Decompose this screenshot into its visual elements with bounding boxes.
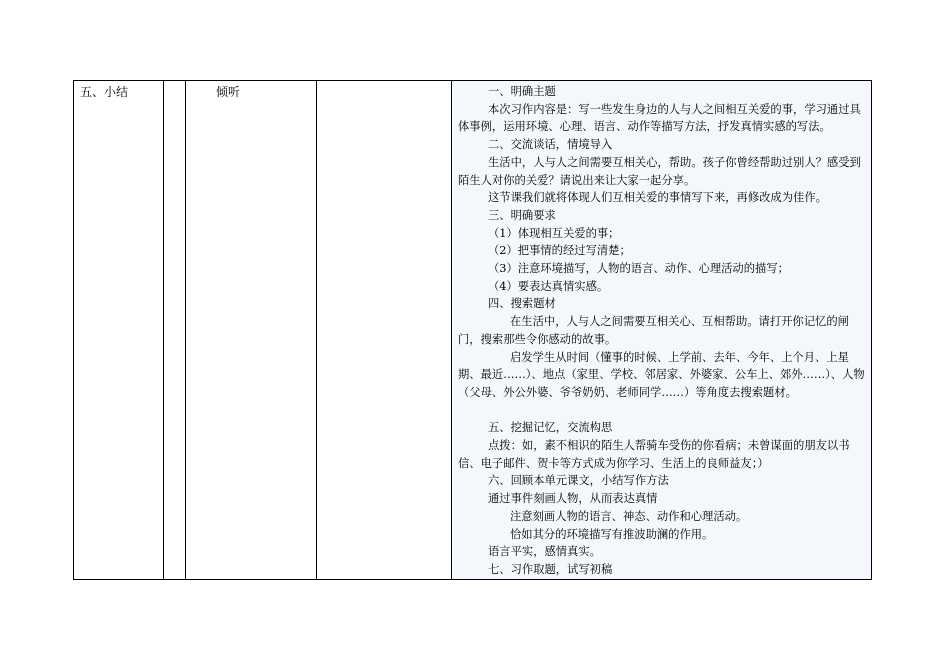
heading-requirements: 三、明确要求 bbox=[488, 208, 556, 222]
paragraph: 点拨：如，素不相识的陌生人帮骑车受伤的你看病；未曾谋面的朋友以书信、电子邮件、贺卡等方式成为你学习、生活上的良师益友；） bbox=[458, 439, 850, 470]
heading-review-texts: 六、回顾本单元课文，小结写作方法 bbox=[488, 474, 669, 488]
paragraph: 这节课我们就将体现人们互相关爱的事情写下来，再修改成为佳作。 bbox=[488, 191, 827, 205]
empty-cell bbox=[164, 81, 186, 580]
paragraph: 本次习作内容是：写一些发生身边的人与人之间相互关爱的事，学习通过具体事例，运用环境、心理、语言、动作等描写方法，抒发真情实感的写法。 bbox=[458, 102, 861, 134]
paragraph: 在生活中，人与人之间需要互相关心、互相帮助。请打开你记忆的闸门，搜索那些令你感动的故事。 bbox=[458, 315, 849, 346]
paragraph: 语言平实，感情真实。 bbox=[488, 545, 601, 559]
list-item: （2）把事情的经过写清楚； bbox=[488, 244, 631, 258]
paragraph: 恰如其分的环境描写有推波助澜的作用。 bbox=[510, 527, 714, 541]
heading-discussion: 二、交流谈话，情境导入 bbox=[488, 138, 613, 152]
section-label: 五、小结 bbox=[80, 85, 129, 99]
content-text bbox=[452, 81, 871, 579]
paragraph: 注意刻画人物的语言、神态、动作和心理活动。 bbox=[510, 509, 748, 523]
lesson-plan-table bbox=[73, 80, 872, 580]
paragraph: 通过事件刻画人物，从而表达真情 bbox=[488, 492, 658, 506]
section-cell bbox=[74, 81, 164, 580]
heading-draft: 七、习作取题，试写初稿 bbox=[488, 562, 613, 576]
col4-text bbox=[317, 81, 451, 84]
heading-clarify-theme: 一、明确主题 bbox=[488, 85, 556, 98]
col2-text bbox=[164, 81, 185, 84]
list-item: （3）注意环境描写，人物的语言、动作、心理活动的描写； bbox=[488, 262, 789, 276]
content-cell bbox=[452, 81, 872, 580]
heading-dig-memory: 五、挖掘记忆，交流构思 bbox=[488, 421, 613, 435]
heading-search-material: 四、搜索题材 bbox=[488, 297, 556, 311]
paragraph: 启发学生从时间（懂事的时候、上学前、去年、今年、上个月、上星期、最近……）、地点（家里、学校、邻居家、外婆家、公车上、郊外……）、人物（父母、外公外婆、爷爷奶奶、老师同学……）等角度去搜索题材。 bbox=[458, 350, 865, 399]
list-item: （1）体现相互关爱的事； bbox=[488, 226, 620, 240]
empty-cell bbox=[317, 81, 452, 580]
paragraph: 生活中，人与人之间需要互相关心，帮助。孩子你曾经帮助过别人？感受到陌生人对你的关爱？请说出来让大家一起分享。 bbox=[458, 155, 861, 187]
activity-cell bbox=[186, 81, 317, 580]
activity-label: 倾听 bbox=[216, 85, 241, 99]
table-row bbox=[74, 81, 872, 580]
list-item: （4）要表达真情实感。 bbox=[488, 279, 609, 293]
blank-line bbox=[458, 402, 867, 420]
